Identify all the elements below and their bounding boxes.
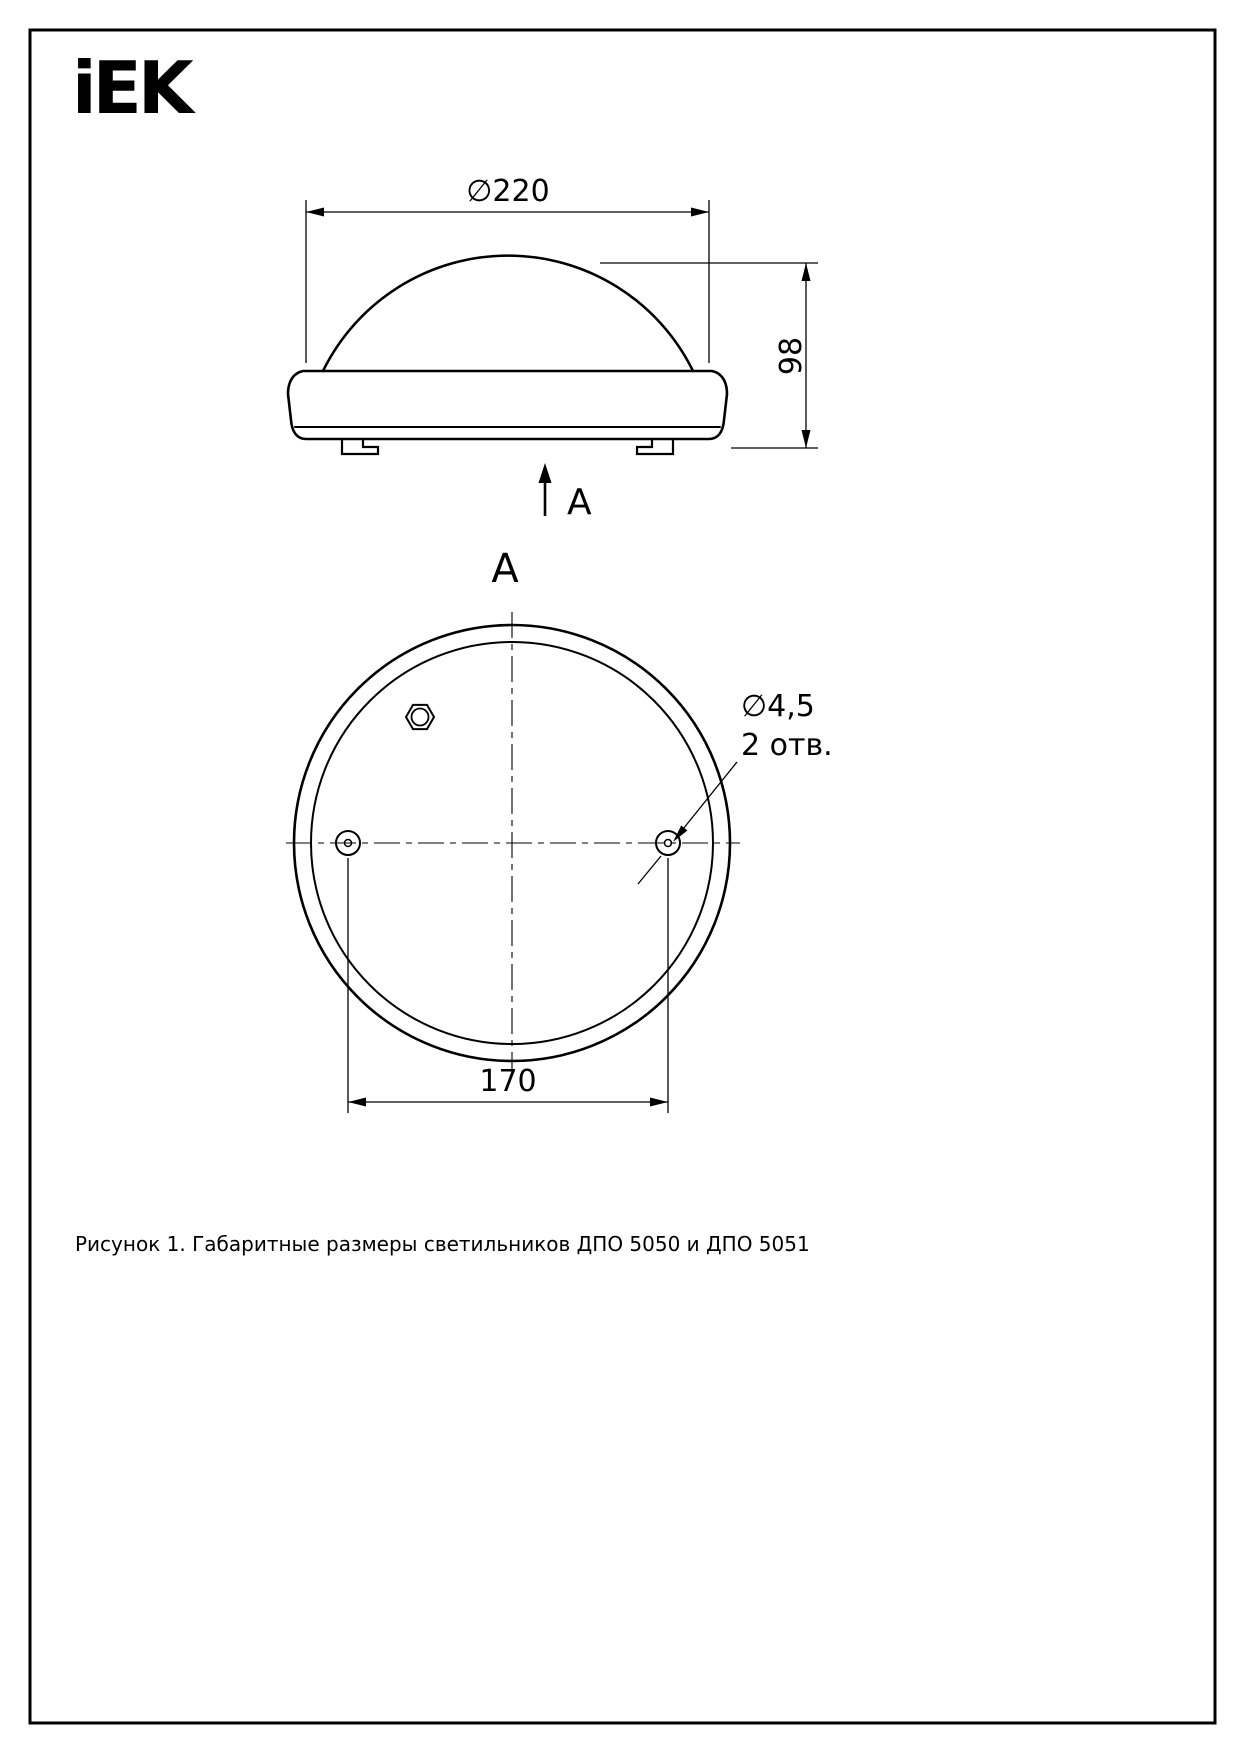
iek-logo: iEK [72,46,190,130]
hole-count-label: 2 отв. [741,728,833,763]
figure-caption: Рисунок 1. Габаритные размеры светильников ДПО 5050 и ДПО 5051 [75,1232,810,1256]
dim-height-label: 98 [774,336,809,376]
hole-diameter-label: ∅4,5 [741,689,815,724]
dim-spacing-label: 170 [479,1064,537,1099]
view-arrow-label: A [567,482,592,523]
dim-diameter-label: ∅220 [466,174,550,209]
section-label: A [491,546,519,592]
